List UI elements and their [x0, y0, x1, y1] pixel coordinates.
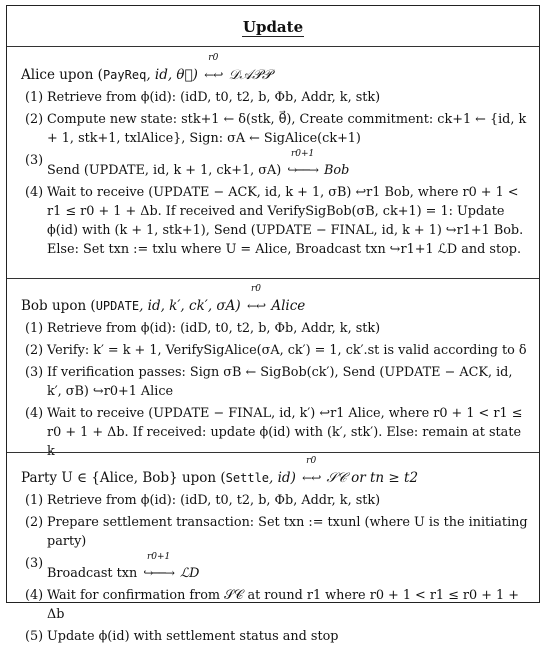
party-step-5: (5) Update ϕ(id) with settlement status and stop: [25, 629, 339, 644]
alice-step-3: (3) Send (UPDATE, id, k + 1, ck+1, σA) r0+1 ↪──→ Bob: [25, 149, 350, 178]
protocol-box: [6, 5, 540, 644]
bob-step-4: (4) Wait to receive (UPDATE − FINAL, id, k′) ↩r1 Alice, where r0 + 1 < r1 ≤ r0 + 1 + Δb. If received: update ϕ(id) with (k′, stk′). Else: remain at state k: [25, 406, 523, 459]
alice-source: Alice: [271, 298, 306, 314]
send-arrow-icon: r0+1 ↪──→: [287, 149, 318, 177]
receive-arrow-icon: r0 ←↩: [246, 284, 266, 313]
page-title: Update: [242, 18, 304, 36]
dapp-source: 𝒟𝒜𝒫𝒫: [228, 67, 272, 83]
alice-step-2: (2) Compute new state: stk+1 ← δ(stk, θ⃗), Create commitment: ck+1 ← {id, k + 1, stk+1, txlAlice}, Sign: σA ← SigAlice(ck+1): [25, 112, 527, 146]
bob-step-1: (1) Retrieve from ϕ(id): (idD, t0, t2, b, Φb, Addr, k, stk): [25, 321, 381, 336]
party-section: [21, 458, 529, 646]
alice-divider: [7, 278, 539, 279]
receive-arrow-icon: r0 ←↩: [302, 456, 321, 485]
party-heading: Party U ∈ {Alice, Bob} upon (Settle, id) r0 ←↩ 𝒮𝒞 or tn ≥ t2: [21, 456, 419, 486]
bob-heading: Bob upon (UPDATE, id, k′, ck′, σA) r0 ←↩ Alice: [21, 284, 306, 314]
bob-divider: [7, 452, 539, 453]
receive-arrow-icon: r0 ←↩: [204, 53, 223, 82]
bob-section: [21, 286, 529, 461]
send-arrow-icon: r0+1 ↪──→: [143, 552, 174, 580]
bob-step-3: (3) If verification passes: Sign σB ← SigBob(ck′), Send (UPDATE − ACK, id, k′, σB) ↪r0+1 Alice: [25, 365, 513, 399]
settle-source: 𝒮𝒞 or tn ≥ t2: [326, 470, 419, 486]
payreq-message: PayReq: [102, 68, 147, 82]
settle-message: Settle: [225, 471, 270, 485]
alice-step-1: (1) Retrieve from ϕ(id): (idD, t0, t2, b, Φb, Addr, k, stk): [25, 90, 381, 105]
party-step-3: (3) Broadcast txn r0+1 ↪──→ ℒD: [25, 552, 200, 581]
title-divider: [7, 46, 539, 47]
party-step-4: (4) Wait for confirmation from 𝒮𝒞 at round r1 where r0 + 1 < r1 ≤ r0 + 1 + Δb: [25, 588, 519, 622]
update-message: UPDATE: [95, 299, 140, 313]
bob-step-2: (2) Verify: k′ = k + 1, VerifySigAlice(σA, ck′) = 1, ck′.st is valid according to δ: [25, 343, 527, 358]
alice-section: [21, 55, 529, 259]
alice-heading: Alice upon (PayReq, id, θ⃗) r0 ←↩ 𝒟𝒜𝒫𝒫: [21, 53, 272, 83]
alice-step-4: (4) Wait to receive (UPDATE − ACK, id, k + 1, σB) ↩r1 Bob, where r0 + 1 < r1 ≤ r0 + 1 + Δb. If received and VerifySigBob(σB, ck+1) = 1: Update ϕ(id) with (k + 1, stk+1), Send (UPDATE − FINAL, id, k + 1) ↪r1+1 Bob. Else: Set txn := txlu where U = Alice, Broadcast txn ↪r1+1 ℒD and stop.: [25, 185, 524, 257]
party-step-1: (1) Retrieve from ϕ(id): (idD, t0, t2, b, Φb, Addr, k, stk): [25, 493, 381, 508]
party-step-2: (2) Prepare settlement transaction: Set txn := txunl (where U is the initiating party): [25, 515, 528, 549]
